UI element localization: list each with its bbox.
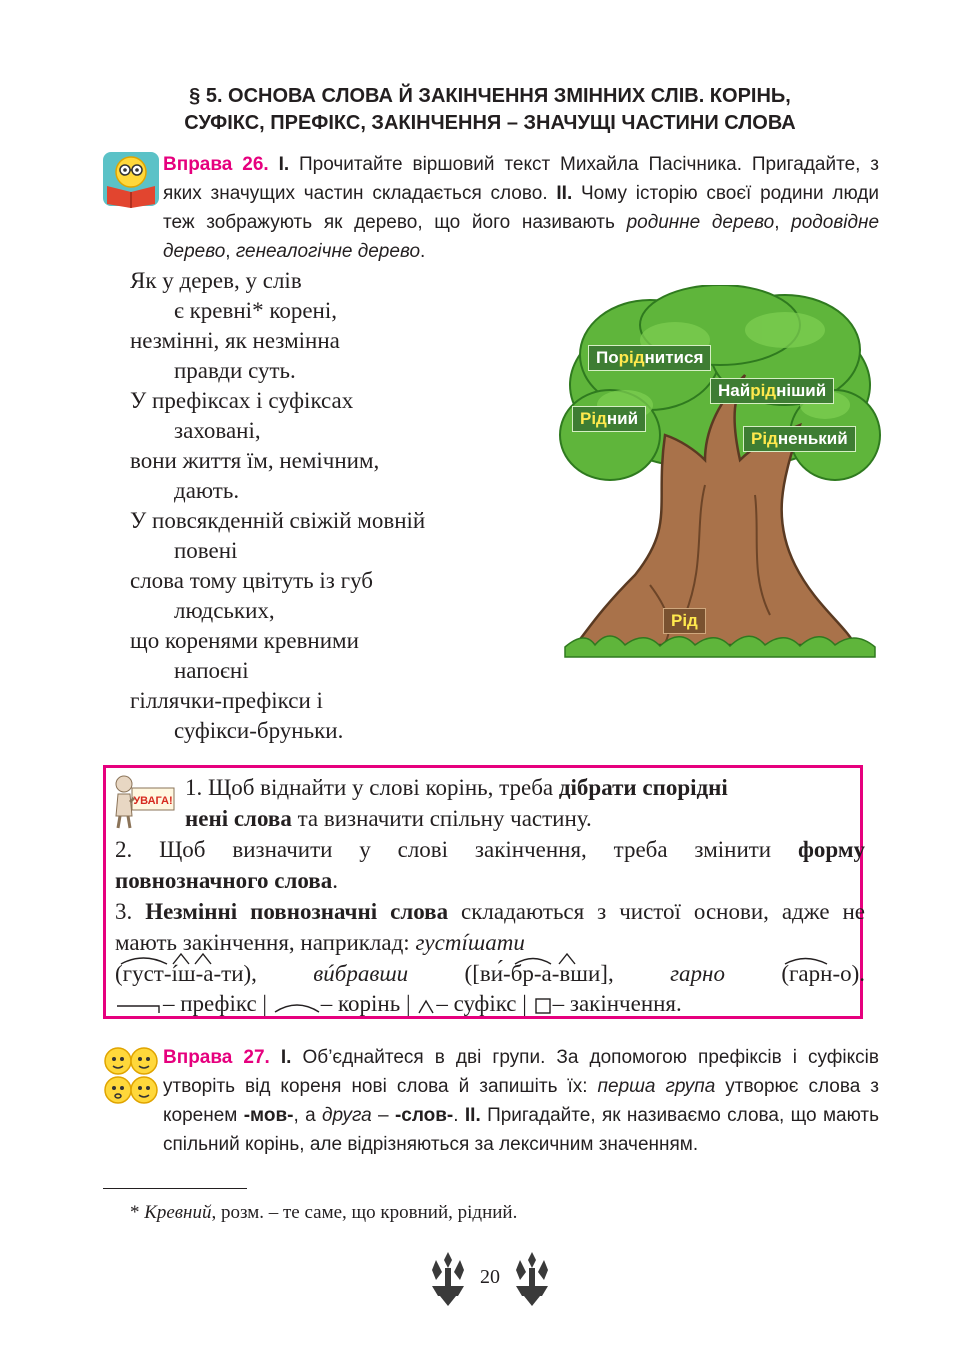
morpheme-legend: – префікс | – корінь | – суфікс | – закінчення. [115,990,682,1018]
rule-1: 1. Щоб віднайти у слові корінь, треба дібрати спорідні нені слова та визначити спільну частину. [185,775,728,831]
poem-line: У префіксах і суфіксах [130,388,354,413]
title-line-2: СУФІКС, ПРЕФІКС, ЗАКІНЧЕННЯ – ЗНАЧУЩІ ЧАСТИНИ СЛОВА [184,112,796,134]
poem-line: напоєні [174,658,249,683]
footnote-divider [103,1188,247,1189]
poem-line: дають. [174,478,240,503]
rule-3: 3. Незмінні повнозначні слова складаються з чистої основи, адже не мають закінчення, наприклад: густíшати [115,899,866,955]
example-garno-parsed: (гарн-о). [781,961,866,986]
tree-tag-porodnytysia: Поріднитися [588,345,711,371]
group-smileys-icon [103,1045,159,1107]
prefix-mark-icon [115,998,163,1014]
exercise-27: Вправа 27. I. Об’єднайтеся в дві групи. За допомогою префіксів і суфіксів утворіть від кореня нові слова й запишіть їх: перша група утворює слова з коренем -мов-, а друга – -слов-. II. Пригадайте, як називаємо слова, що мають спільний корінь, але відрізняються за лексичним значенням. [163,1047,880,1155]
poem-line: що коренями кревними [130,628,359,653]
attention-badge-text: УВАГА! [133,795,173,807]
exercise-27-part-1: I. [280,1047,292,1068]
suffix-mark-icon [416,998,436,1014]
example-gustishaty-parsed: (густ-íш-а-ти), [115,961,257,986]
exercise-26-label: Вправа 26. [163,154,269,175]
poem-line: правди суть. [174,358,296,383]
ending-mark-icon [533,997,553,1015]
poem-line: є кревні* корені, [174,298,337,323]
poem-line: людських, [174,598,275,623]
poem-line: незмінні, як незмінна [130,328,340,353]
tree-tag-rid: Рід [663,608,706,634]
poem-line: Як у дерев, у слів [130,268,302,293]
exercise-26: Вправа 26. I. Прочитайте віршовий текст Михайла Пасічника. Пригадайте, з яких значущих частин складається слово. II. Чому історію своєї родини люди теж зображують як дерево, що його називають родинне дерево, родовідне дерево, генеалогічне дерево. [163,154,880,262]
right-ornament-icon [512,1250,552,1308]
word-family-tree [555,285,885,680]
poem-line: У повсякденній свіжій мовній [130,508,426,533]
smiley-reading-icon [101,150,161,208]
exercise-27-label: Вправа 27. [163,1047,270,1068]
example-garno: гарно [670,961,725,986]
legend-separator: | [522,991,527,1016]
poem-line: заховані, [174,418,261,443]
poem-line: суфікси-бруньки. [174,718,344,743]
left-ornament-icon [428,1250,468,1308]
tree-tag-ridnenkyi: Рідненький [743,426,856,452]
poem-line: слова тому цвітуть із губ [130,568,373,593]
exercise-26-part-2: II. [556,183,573,204]
example-vybravshy: вúбравши [313,961,409,986]
title-line-1: § 5. ОСНОВА СЛОВА Й ЗАКІНЧЕННЯ ЗМІННИХ СЛІВ. КОРІНЬ, [189,85,791,107]
morpheme-marks [115,950,865,966]
poem-line: гіллячки-префікси і [130,688,323,713]
footnote: * Кревний, розм. – те саме, що кровний, рідний. [130,1202,518,1223]
legend-separator: | [262,991,268,1016]
example-vybravshy-parsed: ([ви́-бр-а-вши], [464,961,614,986]
legend-separator: | [405,991,411,1016]
root-mark-icon [273,998,321,1014]
exercise-27-part-2: II. [464,1105,481,1126]
page-number: 20 [480,1266,500,1288]
tree-tag-ridnyi: Рідний [572,406,646,432]
page-title [100,83,880,137]
poem-line: вони життя їм, немічним, [130,448,380,473]
poem [130,266,425,746]
exercise-26-part-1: I. [278,154,290,175]
rule-2: 2. Щоб визначити у слові закінчення, треба змінити форму повнозначного слова. [115,837,865,893]
poem-line: повені [174,538,238,563]
tree-tag-nairidnishyi: Найрідніший [710,378,834,404]
